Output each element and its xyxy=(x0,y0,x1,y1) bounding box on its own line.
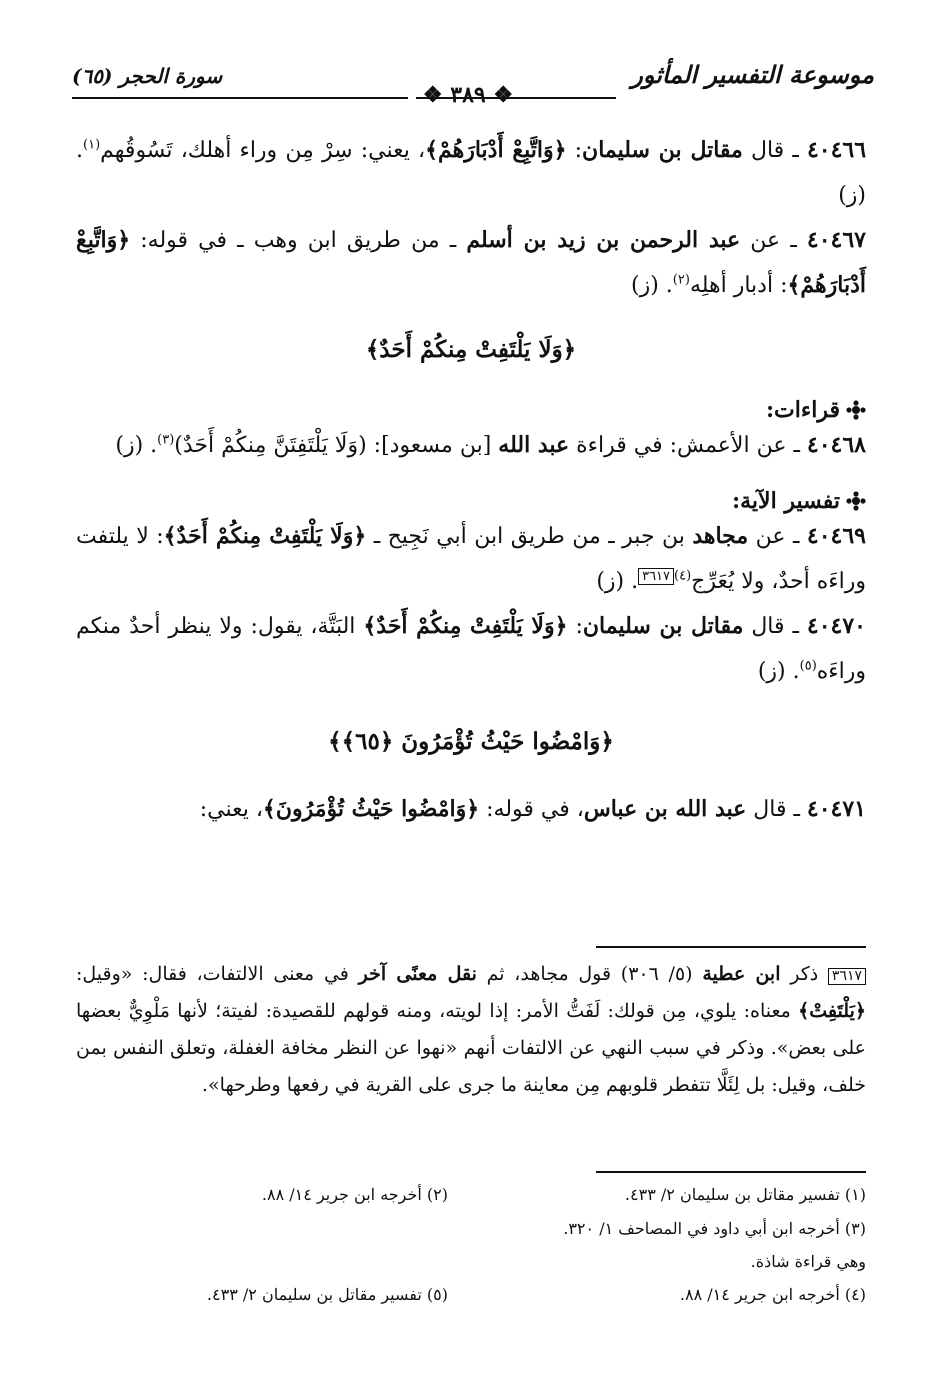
footnote-5: (٥) تفسير مقاتل بن سليمان ٢/ ٤٣٣. xyxy=(206,1285,448,1304)
footnote-separator xyxy=(596,1171,866,1173)
main-text xyxy=(76,128,866,832)
commentary-block xyxy=(76,956,866,1104)
entry-40470: ٤٠٤٧٠ ـ قال مقاتل بن سليمان: ﴿وَلَا يَلْتَفِتْ مِنكُمْ أَحَدٌ﴾ البَتَّة، يقول: ولا ينظر أحدٌ منكم وراءَه$^{(٥)}$. (ز) xyxy=(76,613,866,684)
ornament-icon: ❖ xyxy=(422,82,451,108)
entry-40466: ٤٠٤٦٦ ـ قال مقاتل بن سليمان: ﴿وَاتَّبِعْ أَدْبَارَهُمْ﴾، يعني: سِرْ مِن وراء أهلك، تَسُوقُهم$^{(١)}$. (ز) xyxy=(76,137,867,208)
commentary-text: ٣٦١٧ ذكر ابن عطية (٥/ ٣٠٦) قول مجاهد، ثم نقل معنًى آخر في معنى الالتفات، فقال: «وقيل: ﴿يَلْتَفِتْ﴾ معناه: يلوي، مِن قولك: لَفَتُّ الأمر: إذا لويته، ومنه قولهم للقصيدة: لفيتة؛ لأنها مَلْوِيٌّ بعضها على بعض». وذكر في سبب النهي عن الالتفات أنهم «نهوا عن النظر مخافة الغفلة، وتعلق النفس بمن خلف، وقيل: بل لِئَلَّا تتفطر قلوبهم مِن معاينة ما جرى على القرية في رفعها وطرحها». xyxy=(76,963,866,1096)
section-qiraat: قراءات: xyxy=(76,397,866,423)
footnote-2: (٢) أخرجه ابن جرير ١٤/ ٨٨. xyxy=(261,1185,448,1204)
header-rule-left xyxy=(72,97,408,99)
cross-reference-box: ٣٦١٧ xyxy=(638,568,674,585)
ornament-icon: ❖ xyxy=(485,82,514,108)
flower-ornament-icon xyxy=(846,491,866,511)
entry-40468: ٤٠٤٦٨ ـ عن الأعمش: في قراءة عبد الله [بن مسعود]: (وَلَا يَلْتَفِتَنَّ مِنكُمْ أَحَدٌ)$^{(٣)}$. (ز) xyxy=(115,432,866,458)
footnote-3-note: وهي قراءة شاذة. xyxy=(750,1252,866,1271)
section-tafsir: تفسير الآية: xyxy=(76,488,866,514)
footnote-1: (١) تفسير مقاتل بن سليمان ٢/ ٤٣٣. xyxy=(624,1185,866,1204)
footnote-3: (٣) أخرجه ابن أبي داود في المصاحف ١/ ٣٢٠. xyxy=(563,1219,866,1238)
verse-heading-1: ﴿وَلَا يَلْتَفِتْ مِنكُمْ أَحَدٌ﴾ xyxy=(365,336,577,363)
book-title: موسوعة التفسير المأثور xyxy=(631,60,874,89)
footnote-4: (٤) أخرجه ابن جرير ١٤/ ٨٨. xyxy=(679,1285,866,1304)
entry-40469: ٤٠٤٦٩ ـ عن مجاهد بن جبر ـ من طريق ابن أبي نَجِيح ـ ﴿وَلَا يَلْتَفِتْ مِنكُمْ أَحَدٌ﴾: لا يلتفت وراءَه أحدٌ، ولا يُعَرِّج$^{(٤)}$٣٦١٧. (ز) xyxy=(76,523,866,594)
entry-40471: ٤٠٤٧١ ـ قال عبد الله بن عباس، في قوله: ﴿وَامْضُوا حَيْثُ تُؤْمَرُونَ﴾، يعني: xyxy=(199,796,866,822)
commentary-separator xyxy=(596,946,866,948)
cross-reference-box: ٣٦١٧ xyxy=(828,968,866,985)
page-number: ❖ ٣٨٩ ❖ xyxy=(422,82,514,108)
flower-ornament-icon xyxy=(846,400,866,420)
surah-reference: سورة الحجر (٦٥) xyxy=(72,64,223,88)
entry-40467: ٤٠٤٦٧ ـ عن عبد الرحمن بن زيد بن أسلم ـ من طريق ابن وهب ـ في قوله: ﴿وَاتَّبِعْ أَدْبَارَهُمْ﴾: أدبار أهلِه$^{(٢)}$. (ز) xyxy=(76,227,866,298)
verse-heading-2: ﴿وَامْضُوا حَيْثُ تُؤْمَرُونَ ﴿٦٥﴾﴾ xyxy=(328,728,614,755)
